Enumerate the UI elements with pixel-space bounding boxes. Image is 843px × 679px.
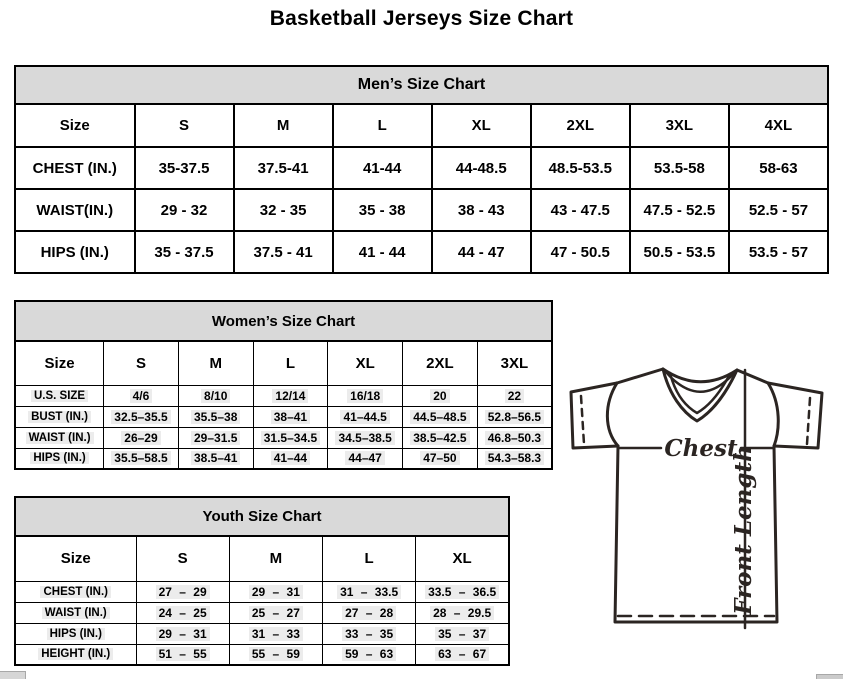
womens-value-cell	[253, 385, 328, 406]
womens-value-cell	[328, 427, 403, 448]
womens-value-cell	[253, 406, 328, 427]
jersey-right-armhole-seam	[768, 383, 778, 446]
youth-size-chart-title: Youth Size Chart	[14, 496, 510, 535]
mens-value-cell: 35-37.5	[135, 147, 234, 189]
youth-value-text: 59 – 63	[342, 647, 396, 661]
mens-value-cell: 44-48.5	[432, 147, 531, 189]
mens-data-row	[15, 231, 828, 273]
womens-row-label-text: BUST (IN.)	[28, 411, 91, 423]
mens-column-header: XL	[432, 104, 531, 147]
womens-size-grid	[14, 340, 553, 470]
womens-column-header: S	[104, 341, 179, 385]
womens-row-label-text: U.S. SIZE	[31, 390, 88, 402]
womens-value-text: 46.8–50.3	[485, 431, 544, 445]
mens-value-cell: 52.5 - 57	[729, 189, 828, 231]
mens-row-label: WAIST(IN.)	[15, 189, 135, 231]
youth-value-text: 55 – 59	[249, 647, 303, 661]
womens-value-text: 12/14	[272, 389, 308, 403]
jersey-left-armhole-seam	[607, 383, 618, 446]
mens-size-header: Size	[15, 104, 135, 147]
youth-value-cell	[229, 623, 322, 644]
womens-row-label	[15, 385, 104, 406]
womens-value-cell	[403, 406, 478, 427]
mens-row-label: CHEST (IN.)	[15, 147, 135, 189]
womens-value-cell	[328, 406, 403, 427]
mens-data-row	[15, 189, 828, 231]
womens-value-text: 8/10	[201, 389, 230, 403]
womens-column-header: XL	[328, 341, 403, 385]
womens-value-text: 52.8–56.5	[485, 410, 544, 424]
womens-value-text: 41–44.5	[340, 410, 389, 424]
youth-value-text: 24 – 25	[156, 606, 210, 620]
jersey-left-cuff-dashed-line	[581, 396, 584, 444]
womens-value-text: 22	[505, 389, 524, 403]
womens-value-text: 26–29	[121, 431, 160, 445]
youth-value-cell	[136, 581, 229, 602]
mens-column-header: 2XL	[531, 104, 630, 147]
mens-value-cell: 58-63	[729, 147, 828, 189]
youth-row-label	[15, 623, 136, 644]
womens-column-header: M	[178, 341, 253, 385]
youth-value-text: 63 – 67	[435, 647, 489, 661]
womens-size-chart-title: Women’s Size Chart	[14, 300, 553, 340]
youth-value-cell	[416, 623, 509, 644]
mens-column-header: 3XL	[630, 104, 729, 147]
mens-size-chart-title: Men’s Size Chart	[14, 65, 829, 103]
womens-column-header: 3XL	[477, 341, 552, 385]
youth-data-row	[15, 623, 509, 644]
youth-value-text: 33 – 35	[342, 627, 396, 641]
womens-value-cell	[403, 385, 478, 406]
womens-row-label	[15, 406, 104, 427]
mens-value-cell: 47 - 50.5	[531, 231, 630, 273]
womens-value-cell	[104, 427, 179, 448]
mens-value-cell: 38 - 43	[432, 189, 531, 231]
mens-value-cell: 29 - 32	[135, 189, 234, 231]
mens-value-cell: 50.5 - 53.5	[630, 231, 729, 273]
youth-data-row	[15, 602, 509, 623]
womens-value-text: 38–41	[271, 410, 310, 424]
womens-data-row	[15, 448, 552, 469]
mens-row-label: HIPS (IN.)	[15, 231, 135, 273]
womens-value-text: 20	[430, 389, 449, 403]
womens-column-header: 2XL	[403, 341, 478, 385]
youth-value-text: 25 – 27	[249, 606, 303, 620]
youth-value-text: 33.5 – 36.5	[425, 585, 499, 599]
mens-value-cell: 48.5-53.5	[531, 147, 630, 189]
womens-value-cell	[104, 385, 179, 406]
youth-column-header: L	[322, 536, 415, 581]
womens-value-cell	[403, 427, 478, 448]
youth-data-row	[15, 581, 509, 602]
womens-value-cell	[178, 406, 253, 427]
chest-label: Chest	[664, 435, 738, 462]
womens-header-row	[15, 341, 552, 385]
bottom-right-gray-fragment	[816, 674, 843, 679]
youth-value-cell	[322, 581, 415, 602]
mens-value-cell: 35 - 38	[333, 189, 432, 231]
youth-value-cell	[416, 644, 509, 665]
youth-row-label-text: HEIGHT (IN.)	[38, 648, 113, 660]
womens-value-cell	[178, 427, 253, 448]
youth-value-text: 31 – 33.5	[337, 585, 401, 599]
youth-column-header: XL	[416, 536, 509, 581]
youth-row-label-text: HIPS (IN.)	[47, 628, 105, 640]
youth-value-cell	[229, 602, 322, 623]
youth-row-label-text: WAIST (IN.)	[42, 607, 110, 619]
page-title: Basketball Jerseys Size Chart	[269, 7, 574, 30]
womens-value-text: 44.5–48.5	[410, 410, 469, 424]
womens-value-text: 54.3–58.3	[485, 451, 544, 465]
jersey-measurement-diagram	[556, 356, 843, 646]
bottom-left-gray-fragment	[0, 671, 26, 679]
mens-value-cell: 44 - 47	[432, 231, 531, 273]
womens-value-cell	[104, 406, 179, 427]
womens-data-row	[15, 427, 552, 448]
womens-data-row	[15, 406, 552, 427]
youth-column-header: M	[229, 536, 322, 581]
womens-row-label-text: WAIST (IN.)	[26, 432, 94, 444]
mens-value-cell: 35 - 37.5	[135, 231, 234, 273]
youth-row-label	[15, 581, 136, 602]
jersey-right-shoulder-line	[737, 370, 768, 383]
womens-value-cell	[328, 385, 403, 406]
mens-header-row	[15, 104, 828, 147]
mens-size-grid	[14, 103, 829, 274]
mens-value-cell: 53.5-58	[630, 147, 729, 189]
womens-value-text: 31.5–34.5	[261, 431, 320, 445]
womens-value-cell	[328, 448, 403, 469]
womens-value-text: 38.5–41	[191, 451, 240, 465]
womens-row-label	[15, 448, 104, 469]
youth-column-header: S	[136, 536, 229, 581]
womens-value-cell	[178, 385, 253, 406]
mens-value-cell: 41-44	[333, 147, 432, 189]
youth-header-row	[15, 536, 509, 581]
youth-value-text: 28 – 29.5	[430, 606, 494, 620]
womens-value-cell	[253, 427, 328, 448]
youth-value-text: 31 – 33	[249, 627, 303, 641]
youth-value-cell	[136, 623, 229, 644]
mens-value-cell: 37.5-41	[234, 147, 333, 189]
womens-value-cell	[477, 385, 552, 406]
womens-value-text: 44–47	[345, 451, 384, 465]
youth-data-row	[15, 644, 509, 665]
womens-row-label	[15, 427, 104, 448]
womens-value-cell	[477, 448, 552, 469]
mens-value-cell: 43 - 47.5	[531, 189, 630, 231]
mens-value-cell: 32 - 35	[234, 189, 333, 231]
mens-column-header: 4XL	[729, 104, 828, 147]
womens-value-text: 34.5–38.5	[335, 431, 394, 445]
womens-value-text: 47–50	[420, 451, 459, 465]
youth-value-cell	[136, 644, 229, 665]
womens-value-cell	[477, 406, 552, 427]
youth-value-cell	[322, 623, 415, 644]
womens-value-cell	[253, 448, 328, 469]
youth-value-cell	[322, 644, 415, 665]
womens-value-text: 4/6	[130, 389, 153, 403]
womens-value-text: 41–44	[271, 451, 310, 465]
womens-value-text: 38.5–42.5	[410, 431, 469, 445]
mens-value-cell: 53.5 - 57	[729, 231, 828, 273]
mens-column-header: S	[135, 104, 234, 147]
womens-column-header: L	[253, 341, 328, 385]
youth-value-text: 35 – 37	[435, 627, 489, 641]
youth-value-text: 27 – 29	[156, 585, 210, 599]
youth-value-cell	[322, 602, 415, 623]
youth-row-label-text: CHEST (IN.)	[40, 586, 111, 598]
youth-value-text: 27 – 28	[342, 606, 396, 620]
youth-row-label	[15, 602, 136, 623]
womens-value-cell	[477, 427, 552, 448]
womens-value-text: 32.5–35.5	[111, 410, 170, 424]
youth-value-cell	[229, 644, 322, 665]
youth-value-cell	[416, 581, 509, 602]
womens-value-text: 35.5–38	[191, 410, 240, 424]
womens-data-row	[15, 385, 552, 406]
womens-value-cell	[104, 448, 179, 469]
womens-value-text: 35.5–58.5	[111, 451, 170, 465]
youth-value-cell	[229, 581, 322, 602]
youth-value-cell	[416, 602, 509, 623]
youth-value-text: 29 – 31	[156, 627, 210, 641]
womens-value-text: 16/18	[347, 389, 383, 403]
mens-value-cell: 47.5 - 52.5	[630, 189, 729, 231]
mens-size-chart-table	[14, 65, 829, 274]
womens-row-label-text: HIPS (IN.)	[30, 452, 88, 464]
womens-size-header: Size	[15, 341, 104, 385]
youth-size-grid	[14, 535, 510, 666]
mens-data-row	[15, 147, 828, 189]
youth-value-text: 29 – 31	[249, 585, 303, 599]
youth-value-cell	[136, 602, 229, 623]
youth-size-chart-table	[14, 496, 510, 666]
youth-value-text: 51 – 55	[156, 647, 210, 661]
mens-value-cell: 41 - 44	[333, 231, 432, 273]
jersey-right-cuff-dashed-line	[807, 398, 810, 444]
mens-column-header: M	[234, 104, 333, 147]
womens-value-cell	[178, 448, 253, 469]
womens-value-cell	[403, 448, 478, 469]
womens-value-text: 29–31.5	[191, 431, 240, 445]
jersey-left-shoulder-line	[617, 369, 663, 383]
mens-value-cell: 37.5 - 41	[234, 231, 333, 273]
womens-size-chart-table	[14, 300, 553, 470]
youth-size-header: Size	[15, 536, 136, 581]
youth-row-label	[15, 644, 136, 665]
mens-column-header: L	[333, 104, 432, 147]
front-length-label: Front Length	[730, 445, 757, 615]
